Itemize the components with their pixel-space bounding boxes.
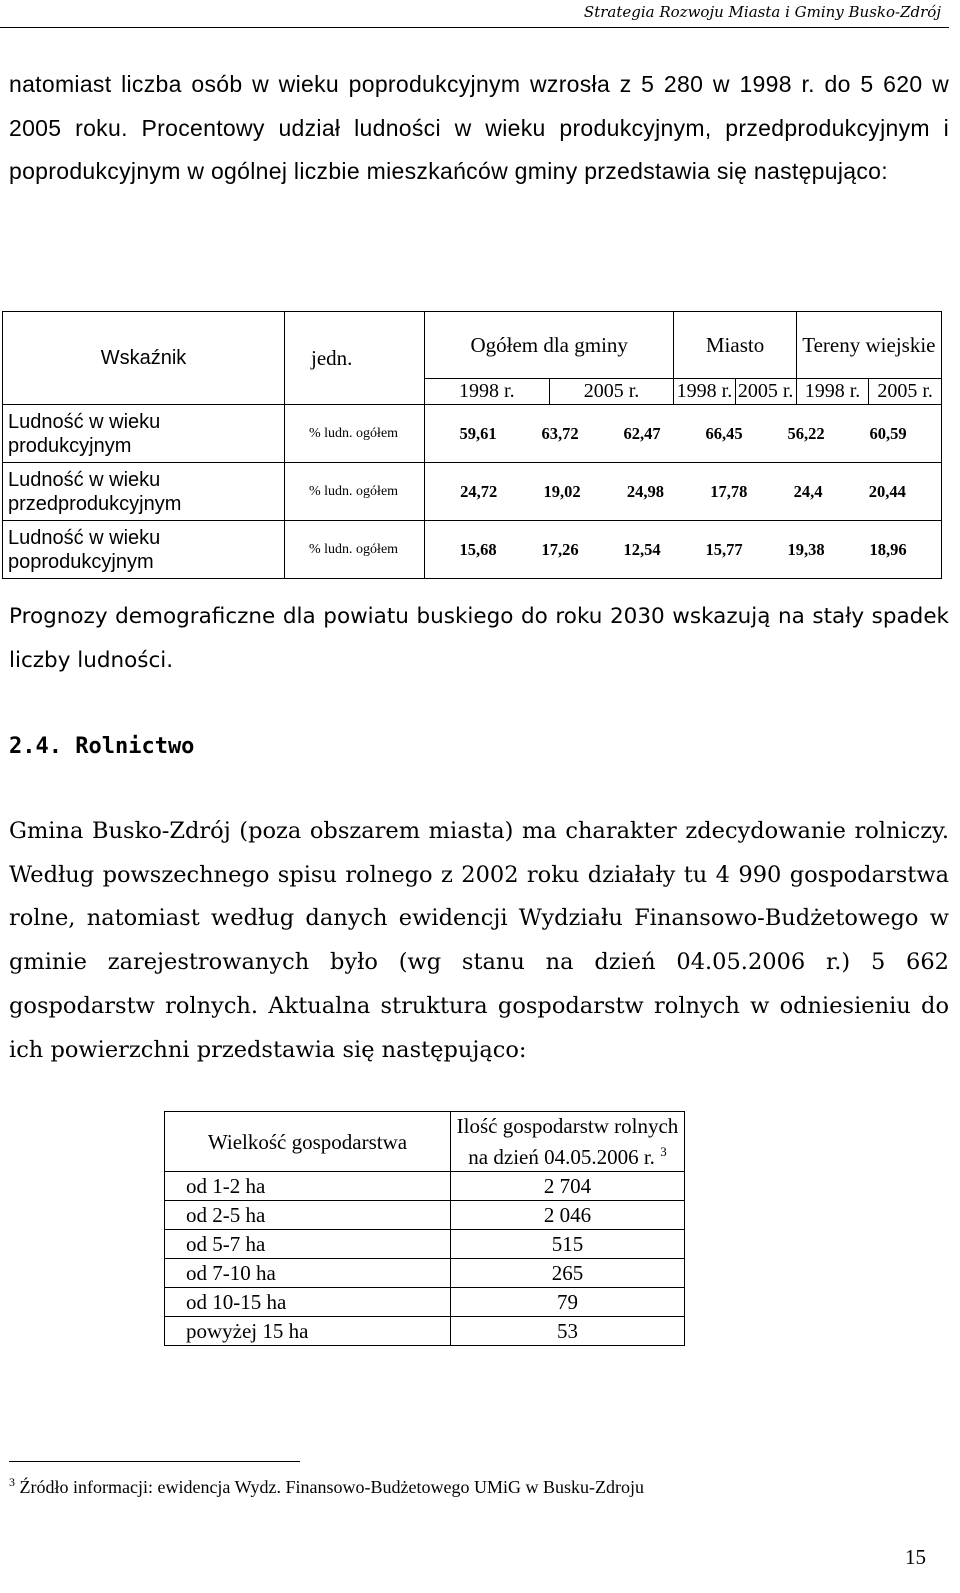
- footnote-separator: [9, 1461, 300, 1462]
- table-row: [165, 1172, 685, 1201]
- footnote-text: Źródło informacji: ewidencja Wydz. Finansowo-Budżetowego UMiG w Busku-Zdroju: [19, 1477, 644, 1497]
- farm-count-cell: 79: [451, 1288, 685, 1317]
- col-header-total: Ogółem dla gminy: [425, 312, 674, 379]
- value-cell: 17,26: [541, 539, 579, 559]
- row-values: [425, 521, 942, 579]
- col-header-unit: jedn.: [285, 312, 425, 405]
- table-row: [3, 463, 942, 521]
- farm-size-cell: od 7-10 ha: [165, 1259, 451, 1288]
- table-row: [165, 1201, 685, 1230]
- value-cell: 60,59: [869, 423, 907, 443]
- population-share-table: [2, 311, 942, 579]
- header-date: na dzień 04.05.2006 r.: [468, 1145, 655, 1169]
- farm-count-cell: 2 046: [451, 1201, 685, 1230]
- table-row: [165, 1288, 685, 1317]
- table-row: [3, 521, 942, 579]
- paragraph-agriculture: Gmina Busko-Zdrój (poza obszarem miasta) ma charakter zdecydowanie rolniczy. Według powszechnego spisu rolnego z 2002 roku działały tu 4 990 gospodarstwa rolne, natomiast według danych ewidencji Wydziału Finansowo-Budżetowego w gminie zarejestrowanych było (wg stanu na dzień 04.05.2006 r.) 5 662 gospodarstw rolnych. Aktualna struktura gospodarstw rolnych w odniesieniu do ich powierzchni przedstawia się następująco:: [9, 818, 949, 1063]
- farm-count-cell: 515: [451, 1230, 685, 1259]
- value-cell: 15,77: [705, 539, 743, 559]
- farm-count-cell: 265: [451, 1259, 685, 1288]
- farm-count-cell: 53: [451, 1317, 685, 1346]
- paragraph-population: natomiast liczba osób w wieku poprodukcyjnym wzrosła z 5 280 w 1998 r. do 5 620 w 2005 roku. Procentowy udział ludności w wieku produkcyjnym, przedprodukcyjnym i poprodukcyjnym w ogólnej liczbie mieszkańców gminy przedstawia się następująco:: [9, 71, 949, 185]
- footnote-ref: 3: [660, 1144, 667, 1159]
- table-row: [165, 1230, 685, 1259]
- col-header-farm-count: [451, 1112, 685, 1172]
- row-unit: % ludn. ogółem: [285, 405, 425, 463]
- value-cell: 24,72: [460, 481, 498, 501]
- farm-size-cell: od 1-2 ha: [165, 1172, 451, 1201]
- row-values: [425, 463, 942, 521]
- value-cell: 63,72: [541, 423, 579, 443]
- year-cell: 2005 r.: [869, 379, 942, 405]
- farm-size-cell: od 10-15 ha: [165, 1288, 451, 1317]
- table-row: [165, 1317, 685, 1346]
- value-cell: 19,02: [543, 481, 581, 501]
- header-line: Ilość gospodarstw rolnych: [456, 1114, 679, 1138]
- value-cell: 62,47: [623, 423, 661, 443]
- section-heading: 2.4. Rolnictwo: [9, 734, 195, 759]
- paragraph-forecast: Prognozy demograficzne dla powiatu buskiego do roku 2030 wskazują na stały spadek liczby ludności.: [9, 604, 949, 673]
- value-cell: 24,4: [793, 481, 823, 501]
- table-row: [165, 1259, 685, 1288]
- value-cell: 20,44: [868, 481, 906, 501]
- header-title: Strategia Rozwoju Miasta i Gminy Busko-Zdrój: [583, 3, 941, 21]
- page-header: [0, 0, 949, 28]
- year-cell: 2005 r.: [735, 379, 796, 405]
- value-cell: 17,78: [710, 481, 748, 501]
- col-header-city: Miasto: [674, 312, 796, 379]
- year-cell: 1998 r.: [674, 379, 735, 405]
- farm-size-cell: powyżej 15 ha: [165, 1317, 451, 1346]
- col-header-farm-size: Wielkość gospodarstwa: [165, 1112, 451, 1172]
- value-cell: 19,38: [787, 539, 825, 559]
- farm-size-table: [164, 1111, 685, 1346]
- table-row: [3, 405, 942, 463]
- farm-size-cell: od 5-7 ha: [165, 1230, 451, 1259]
- value-cell: 12,54: [623, 539, 661, 559]
- row-unit: % ludn. ogółem: [285, 521, 425, 579]
- row-unit: % ludn. ogółem: [285, 463, 425, 521]
- row-label: Ludność w wieku przedprodukcyjnym: [3, 463, 285, 521]
- row-values: [425, 405, 942, 463]
- col-header-indicator: Wskaźnik: [3, 312, 285, 405]
- year-cell: 1998 r.: [796, 379, 869, 405]
- value-cell: 66,45: [705, 423, 743, 443]
- year-cell: 1998 r.: [425, 379, 550, 405]
- value-cell: 15,68: [459, 539, 497, 559]
- header-line: [451, 1139, 684, 1170]
- farm-count-cell: 2 704: [451, 1172, 685, 1201]
- value-cell: 56,22: [787, 423, 825, 443]
- col-header-rural: Tereny wiejskie: [796, 312, 941, 379]
- year-cell: 2005 r.: [549, 379, 674, 405]
- value-cell: 18,96: [869, 539, 907, 559]
- value-cell: 24,98: [626, 481, 664, 501]
- value-cell: 59,61: [459, 423, 497, 443]
- row-label: Ludność w wieku poprodukcyjnym: [3, 521, 285, 579]
- footnote-marker: 3: [9, 1475, 15, 1489]
- farm-size-cell: od 2-5 ha: [165, 1201, 451, 1230]
- page-number: 15: [905, 1545, 926, 1569]
- row-label: Ludność w wieku produkcyjnym: [3, 405, 285, 463]
- footnote: [9, 1475, 644, 1498]
